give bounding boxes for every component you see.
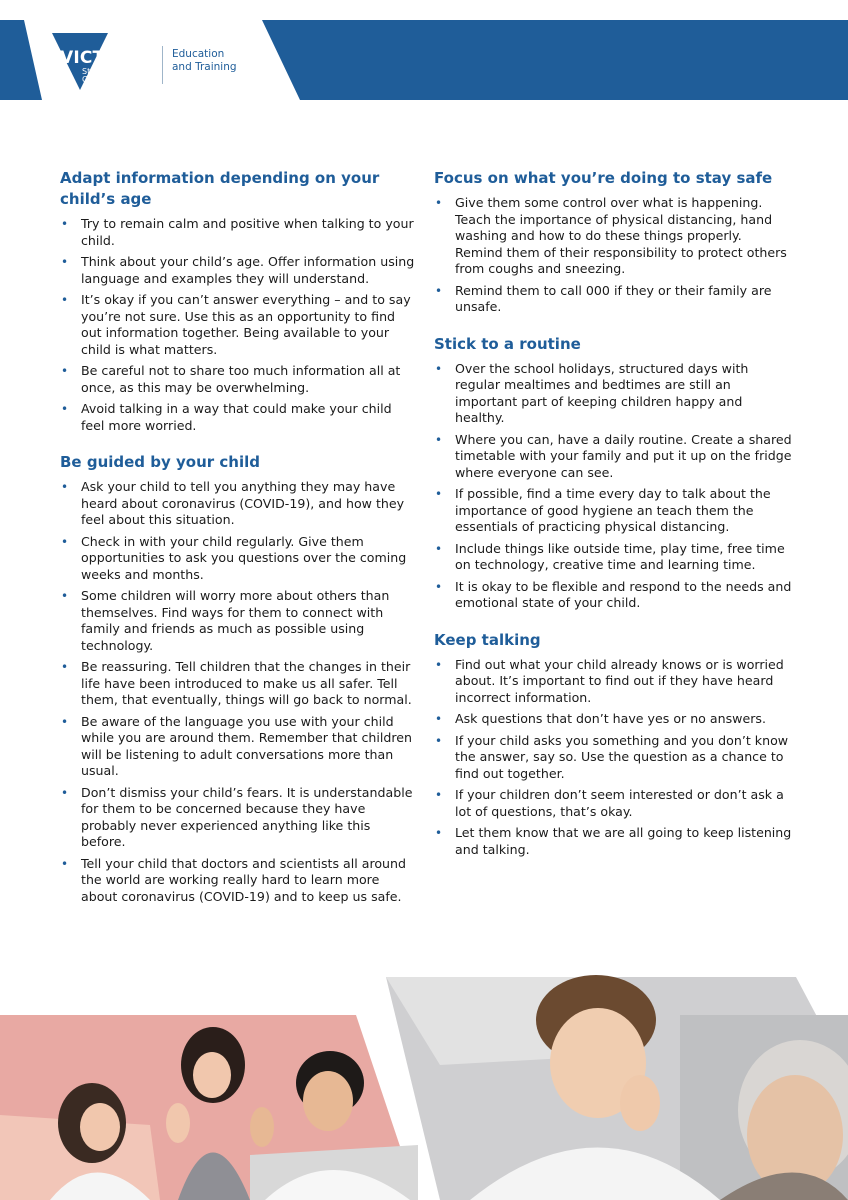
section-heading: Be guided by your child xyxy=(60,453,260,471)
header-banner xyxy=(0,0,848,110)
bullet-list xyxy=(434,361,792,612)
section-routine xyxy=(434,334,792,612)
section-heading: Adapt information depending on your child’s age xyxy=(60,169,380,208)
family-photos-illustration xyxy=(0,975,848,1200)
list-item: • Be aware of the language you use with your child while you are around them. Remember that children will be listening to adult conversations more than usual. xyxy=(60,714,418,780)
right-column xyxy=(434,168,792,876)
section-be-guided xyxy=(60,452,418,905)
list-item: • Let them know that we are all going to keep listening and talking. xyxy=(434,825,792,858)
list-item: • Be reassuring. Tell children that the changes in their life have been introduced to make us all safer. Tell them, that eventually, things will go back to normal. xyxy=(60,659,418,709)
logo-government: Government xyxy=(82,75,132,84)
list-item: • Some children will worry more about others than themselves. Find ways for them to connect with family and friends as much as possible using technology. xyxy=(60,588,418,654)
list-item: • It is okay to be flexible and respond to the needs and emotional state of your child. xyxy=(434,579,792,612)
logo-word: VICTORIA xyxy=(60,48,153,68)
department-line-2: and Training xyxy=(172,61,237,73)
list-item: • Include things like outside time, play time, free time on technology, creative time and learning time. xyxy=(434,541,792,574)
section-heading: Stick to a routine xyxy=(434,334,581,353)
bullet-list xyxy=(434,195,792,316)
list-item: • Give them some control over what is happening. Teach the importance of physical distancing, hand washing and how to do these things properly. Remind them of their responsibility to protect others from coughs and sneezing. xyxy=(434,195,792,278)
list-item: • Don’t dismiss your child’s fears. It is understandable for them to be concerned because they have probably never experienced anything like this before. xyxy=(60,785,418,851)
list-item: • Avoid talking in a way that could make your child feel more worried. xyxy=(60,401,418,434)
list-item: • Find out what your child already knows or is worried about. It’s important to find out if they have heard incorrect information. xyxy=(434,657,792,707)
list-item: • Check in with your child regularly. Give them opportunities to ask you questions over the coming weeks and months. xyxy=(60,534,418,584)
department-line-1: Education xyxy=(172,48,225,60)
list-item: • If possible, find a time every day to talk about the importance of good hygiene an teach them the essentials of practicing physical distancing. xyxy=(434,486,792,536)
section-heading: Focus on what you’re doing to stay safe xyxy=(434,169,773,187)
list-item: • Think about your child’s age. Offer information using language and examples they will understand. xyxy=(60,254,418,287)
list-item: • It’s okay if you can’t answer everything – and to say you’re not sure. Use this as an opportunity to find out information together. Being available to your child is what matters. xyxy=(60,292,418,358)
logo-state: State xyxy=(82,67,104,76)
section-adapt-information xyxy=(60,168,418,434)
bullet-list xyxy=(60,216,418,434)
list-item: • Ask your child to tell you anything they may have heard about coronavirus (COVID-19), and how they feel about this situation. xyxy=(60,479,418,529)
logo-divider xyxy=(162,46,163,84)
victoria-logo xyxy=(52,30,252,90)
list-item: • Over the school holidays, structured days with regular mealtimes and bedtimes are still an important part of keeping children happy and healthy. xyxy=(434,361,792,427)
list-item: • If your child asks you something and you don’t know the answer, say so. Use the question as a chance to find out together. xyxy=(434,733,792,783)
photo-strip xyxy=(0,975,848,1200)
list-item: • Try to remain calm and positive when talking to your child. xyxy=(60,216,418,249)
section-stay-safe xyxy=(434,168,792,316)
section-keep-talking xyxy=(434,630,792,859)
list-item: • Ask questions that don’t have yes or no answers. xyxy=(434,711,792,728)
left-column xyxy=(60,168,418,923)
section-heading: Keep talking xyxy=(434,630,541,649)
list-item: • If your children don’t seem interested or don’t ask a lot of questions, that’s okay. xyxy=(434,787,792,820)
list-item: • Remind them to call 000 if they or their family are unsafe. xyxy=(434,283,792,316)
bullet-list xyxy=(434,657,792,859)
list-item: • Be careful not to share too much information all at once, as this may be overwhelming. xyxy=(60,363,418,396)
list-item: • Where you can, have a daily routine. Create a shared timetable with your family and put it up on the fridge where everyone can see. xyxy=(434,432,792,482)
list-item: • Tell your child that doctors and scientists all around the world are working really hard to learn more about coronavirus (COVID-19) and to keep us safe. xyxy=(60,856,418,906)
bullet-list xyxy=(60,479,418,905)
